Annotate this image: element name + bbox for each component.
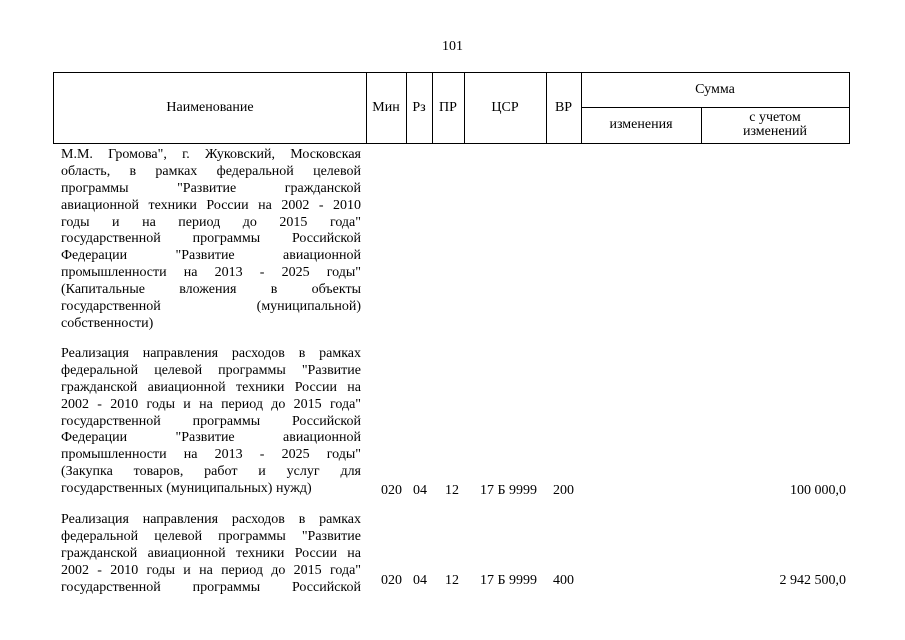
row-3-total: 2 942 500,0 — [779, 573, 846, 588]
line: собственности) — [61, 315, 154, 331]
line: федеральной целевой программы "Развитие — [61, 362, 361, 378]
line: 2002 - 2010 годы и на период до 2015 года" — [61, 562, 361, 578]
line: М.М. Громова", г. Жуковский, Московская — [61, 147, 361, 162]
row-3-vr: 400 — [553, 573, 574, 588]
header-vr: ВР — [554, 100, 573, 115]
header-summa: Сумма — [695, 82, 735, 97]
header-with-change — [701, 107, 849, 143]
row-2-description — [61, 346, 361, 498]
row-3-pr: 12 — [445, 573, 459, 588]
row-2-pr: 12 — [445, 483, 459, 498]
line: государственной (муниципальной) — [61, 299, 361, 315]
row-2-total: 100 000,0 — [790, 483, 846, 498]
line: государственной программы Российской — [61, 579, 361, 595]
header-change: изменения — [609, 117, 673, 132]
line: Федерации "Развитие авиационной — [61, 430, 361, 446]
header-csr: ЦСР — [491, 100, 519, 115]
header-rz: Рз — [412, 100, 426, 115]
line: государственной программы Российской — [61, 413, 361, 429]
line: (Закупка товаров, работ и услуг для — [61, 464, 361, 480]
row-2-vr: 200 — [553, 483, 574, 498]
line: область, в рамках федеральной целевой — [61, 163, 361, 179]
header-min: Мин — [372, 100, 400, 115]
row-3-rz: 04 — [413, 573, 427, 588]
header-pr: ПР — [439, 100, 457, 115]
line: гражданской авиационной техники России на — [61, 379, 361, 395]
line: Реализация направления расходов в рамках — [61, 512, 361, 527]
line: 2002 - 2010 годы и на период до 2015 года" — [61, 396, 361, 412]
row-1-description — [61, 147, 361, 333]
line: государственной программы Российской — [61, 231, 361, 247]
row-2-csr: 17 Б 9999 — [480, 483, 538, 498]
line: годы и на период до 2015 года" — [61, 214, 361, 230]
line: программы "Развитие гражданской — [61, 180, 361, 196]
header-with-change-line2: изменений — [742, 124, 808, 139]
header-name: Наименование — [166, 100, 254, 115]
line: Реализация направления расходов в рамках — [61, 346, 361, 361]
line: гражданской авиационной техники России на — [61, 545, 361, 561]
line: Федерации "Развитие авиационной — [61, 248, 361, 264]
row-2-rz: 04 — [413, 483, 427, 498]
table-header — [53, 72, 850, 144]
page-number: 101 — [442, 39, 463, 54]
line: государственных (муниципальных) нужд) — [61, 481, 312, 497]
row-3-min: 020 — [381, 573, 402, 588]
row-3-csr: 17 Б 9999 — [480, 573, 538, 588]
line: авиационной техники России на 2002 - 2010 — [61, 197, 361, 213]
line: (Капитальные вложения в объекты — [61, 282, 361, 298]
row-2-min: 020 — [381, 483, 402, 498]
line: федеральной целевой программы "Развитие — [61, 528, 361, 544]
header-with-change-line1: с учетом — [749, 110, 801, 125]
line: промышленности на 2013 - 2025 годы" — [61, 447, 361, 463]
row-3-description — [61, 512, 361, 596]
line: промышленности на 2013 - 2025 годы" — [61, 265, 361, 281]
